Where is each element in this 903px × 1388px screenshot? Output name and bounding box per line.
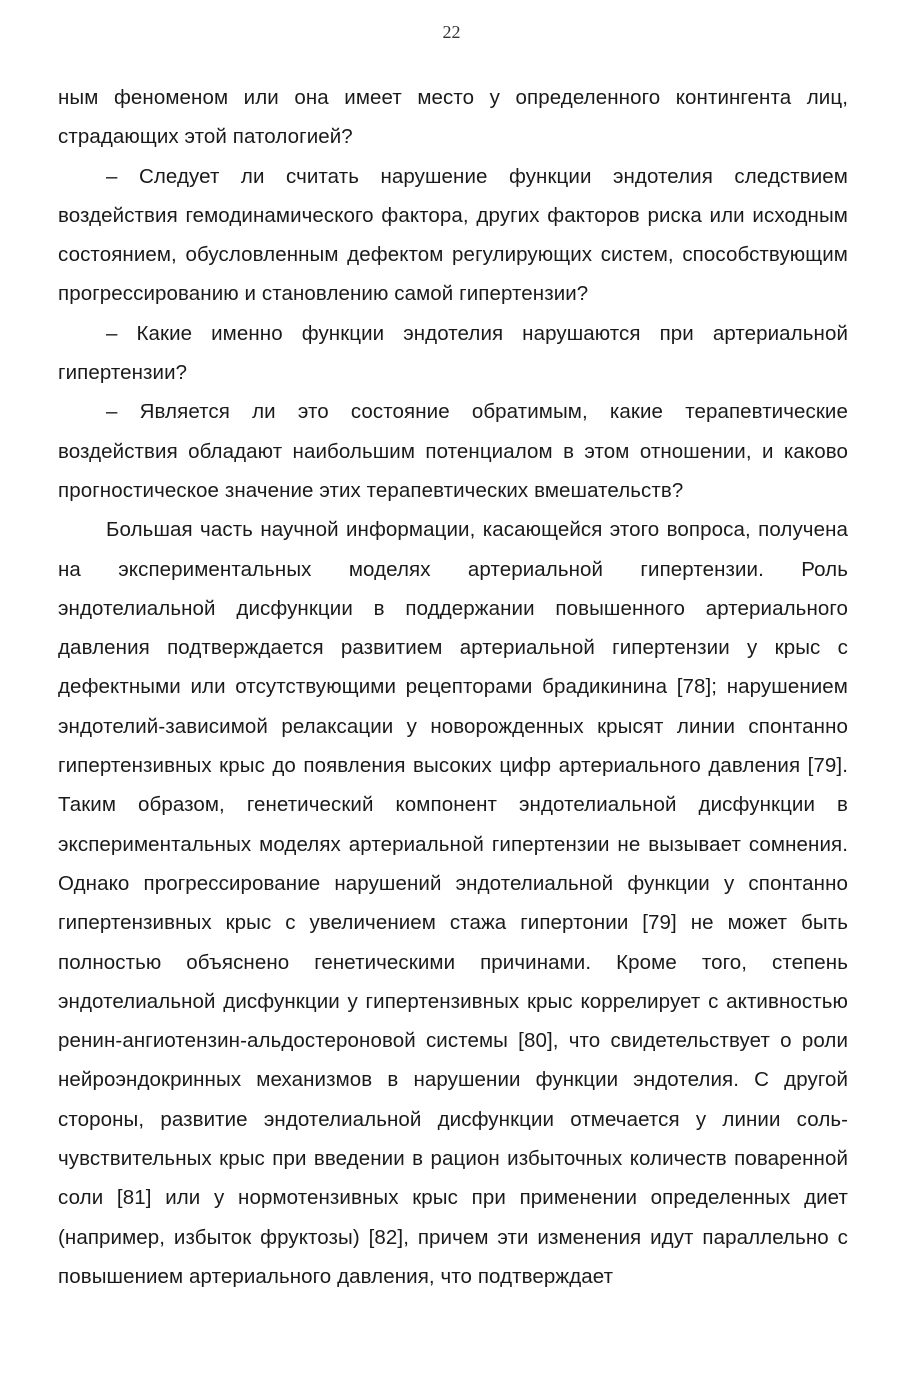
page-number: 22 xyxy=(442,22,461,42)
question-item-functions: – Какие именно функции эндотелия нарушаются при артериальной гипертензии? xyxy=(58,321,848,385)
question-item-cause: – Следует ли считать нарушение функции эндотелия следствием воздействия гемодинамического фактора, других факторов риска или исходным состоянием, обусловленным дефектом регулирующих систем, способствующим прогрессированию и становлению самой гипертензии? xyxy=(58,164,848,306)
document-body xyxy=(58,78,848,1296)
paragraph-continuation: ным феноменом или она имеет место у определенного контингента лиц, страдающих этой патологией? xyxy=(58,86,848,149)
question-item-reversibility: – Является ли это состояние обратимым, какие терапевтические воздействия обладают наибольшим потенциалом в этом отношении, и каково прогностическое значение этих терапевтических вмешательств? xyxy=(58,400,848,502)
paragraph-experimental-models: Большая часть научной информации, касающейся этого вопроса, получена на экспериментальных моделях артериальной гипертензии. Роль эндотелиальной дисфункции в поддержании повышенного артериального давления подтверждается развитием артериальной гипертензии у крыс с дефектными или отсутствующими рецепторами брадикинина [78]; нарушением эндотелий-зависимой релаксации у новорожденных крысят линии спонтанно гипертензивных крыс до появления высоких цифр артериального давления [79]. Таким образом, генетический компонент эндотелиальной дисфункции в экспериментальных моделях артериальной гипертензии не вызывает сомнения. Однако прогрессирование нарушений эндотелиальной функции у спонтанно гипертензивных крыс с увеличением стажа гипертонии [79] не может быть полностью объяснено генетическими причинами. Кроме того, степень эндотелиальной дисфункции у гипертензивных крыс коррелирует с активностью ренин-ангиотензин-альдостероновой системы [80], что свидетельствует о роли нейроэндокринных механизмов в нарушении функции эндотелия. С другой стороны, развитие эндотелиальной дисфункции отмечается у линии сольчувствительных крыс при введении в рацион избыточных количеств поваренной соли [81] или у нормотензивных крыс при применении определенных диет (например, избыток фруктозы) [82], причем эти изменения идут параллельно с повышением артериального давления, что подтверждает xyxy=(58,518,848,1288)
